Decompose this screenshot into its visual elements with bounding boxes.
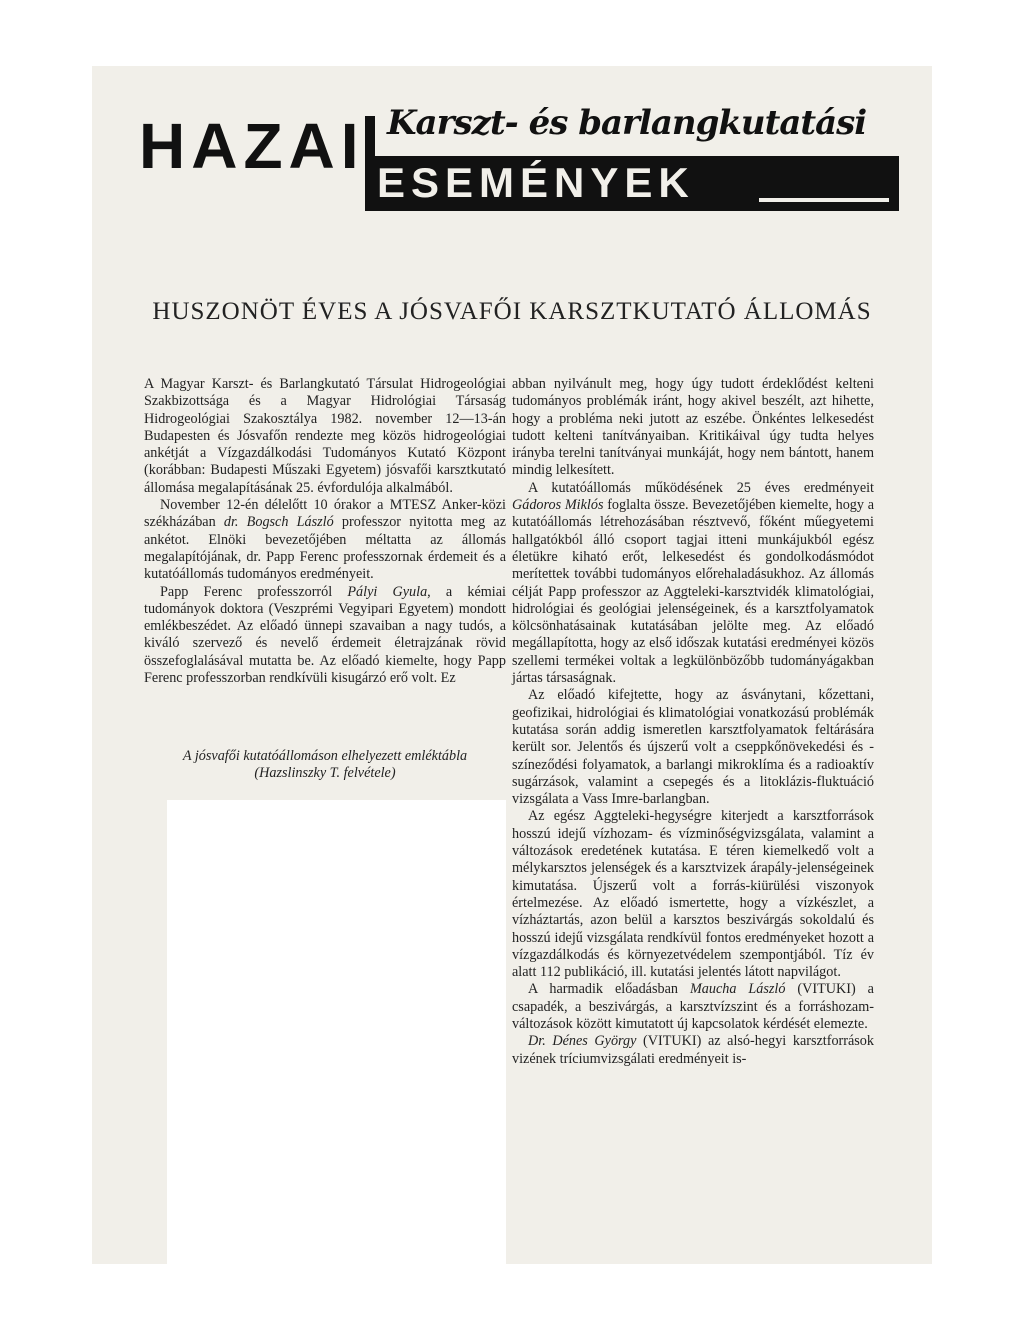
paragraph <box>512 981 874 1033</box>
masthead-script-title: Karszt- és barlangkutatási <box>387 103 867 143</box>
masthead <box>139 103 899 211</box>
text: foglalta össze. Bevezetőjében kiemelte, hogy a kutatóállomás létrehozásában résztvevő, főként műegyetemi hallgatókból álló csoport tagjai itteni munkájukból egész életükre kiható erőt, lelkesedést és gondolkodásmódot merítettek további tudományos előrehaladásukhoz. Az állomás célját Papp professzor az Aggteleki-karsztvidék klimatológiai, hidrológiai és geológiai jelenségeinek, és a karsztfolyamatok kölcsönhatásainak kutatásában jelölte meg. Az előadó megállapította, hogy az első időszak kutatási eredményei közös szellemi termékei voltak a legkülönbözőbb tudományágakban jártas társaságnak. <box>512 497 874 687</box>
text: Papp Ferenc professzorról <box>160 583 348 600</box>
text: (VITUKI) a csapadék, a beszivárgás, a karsztvízszint és a forráshozam-változások között kimutatott új kapcsolatok kérdését elemezte. <box>512 981 874 1032</box>
masthead-hazai: HAZAI <box>139 110 365 182</box>
caption-credit: (Hazslinszky T. felvétele) <box>254 765 396 782</box>
person-name: Pályi Gyula <box>347 583 428 600</box>
banner-underline <box>759 198 889 202</box>
masthead-esemenyek: ESEMÉNYEK <box>377 159 695 206</box>
text: November 12-én délelőtt 10 órakor a MTESZ Anker-közi székházában <box>144 497 506 531</box>
paragraph: abban nyilvánult meg, hogy úgy tudott érdeklődést kelteni tudományos problémák iránt, hogy akivel beszélt, azt hihette, hogy a probléma neki jutott az eszébe. Önkéntes lelkesedést tudott kelteni tanítványaiban. Kritikáival úgy tudta helyes irányba terelni tanítványai munkáját, hogy nem bántott, hanem mindig lelkesített. <box>512 376 874 479</box>
person-name: dr. Bogsch László <box>223 514 334 531</box>
person-name: Gádoros Miklós <box>512 497 604 514</box>
text: A kutatóállomás működésének 25 éves eredményeit <box>528 479 874 496</box>
text: , a kémiai tudományok doktora (Veszprémi Vegyipari Egyetem) mondott emlékbeszédet. Az előadó ünnepi szavaiban a nagy tudós, a kiváló szervező és nevelő érdemeit életrajzának rövid összefoglalásával mutatta be. Az előadó kiemelte, hogy Papp Ferenc professzorban rendkívüli kisugárzó erő volt. Ez <box>144 583 506 687</box>
person-name: Maucha László <box>689 981 786 998</box>
paragraph <box>144 497 506 583</box>
person-name: Dr. Dénes György <box>528 1033 637 1050</box>
paragraph: A Magyar Karszt- és Barlangkutató Társulat Hidrogeológiai Szakbizottsága és a Magyar Hidrológiai Társaság Hidrogeológiai Szakosztálya 1982. november 12—13-án Budapesten és Jósvafőn rendezte meg közös hidrogeológiai ankétját a Vízgazdálkodási Tudományos Kutató Központ (korábban: Budapesti Műszaki Egyetem) jósvafői karsztkutató állomása megalapításának 25. évfordulója alkalmából. <box>144 376 506 496</box>
text: professzor nyitotta meg az ankétot. Elnöki bevezetőjében méltatta az állomás megalapítójának, dr. Papp Ferenc professzornak érdemeit és a kutatóállomás tudományos eredményeit. <box>144 514 506 583</box>
text: A harmadik előadásban <box>528 981 690 998</box>
paragraph <box>512 480 874 688</box>
paragraph: Az egész Aggteleki-hegységre kiterjedt a karsztforrások hosszú idejű vízhozam- és vízminőségvizsgálata, valamint a változások eredetének kutatása. E téren kiemelkedő volt a mélykarsztos jelenségek és a karsztvizek árapály-jelenségeinek kimutatása. Újszerű volt a forrás-kiürülési viszonyok értelmezése. Az előadó ismertette, hogy a vízkészlet, a vízháztartás, azon belül a karsztos beszivárgás sokoldalú és hosszú idejű vizsgálata rendkívül fontos eredményeket hozott a vízgazdálkodás és környezetvédelem szempontjából. Tíz év alatt 112 publikáció, ill. kutatási jelentés látott napvilágot. <box>512 808 874 981</box>
photo-caption <box>144 748 506 783</box>
paragraph <box>144 584 506 688</box>
caption-line: A jósvafői kutatóállomáson elhelyezett emléktábla <box>182 748 468 764</box>
journal-page <box>92 66 932 1264</box>
paragraph: Az előadó kifejtette, hogy az ásványtani, kőzettani, geofizikai, hidrológiai és klimatológiai vonatkozású problémák kutatása során addig ismeretlen karsztfolyamatok feltárására került sor. Jelentős és újszerű volt a cseppkőnövekedési és -színeződési folyamatok, a barlangi mikroklíma és a radioaktív sugárzások, valamint a csepegés és a litoklázis-fluktuáció vizsgálata a Vass Imre-barlangban. <box>512 687 874 808</box>
text: (VITUKI) az alsó-hegyi karsztforrások vizének tríciumvizsgálati eredményeit is- <box>512 1033 874 1067</box>
photo-placeholder <box>167 800 506 1264</box>
article-headline: HUSZONÖT ÉVES A JÓSVAFŐI KARSZTKUTATÓ ÁLLOMÁS <box>152 298 872 325</box>
paragraph <box>512 1033 874 1068</box>
masthead-esemenyek-banner <box>365 156 899 211</box>
left-column <box>144 376 506 687</box>
right-column <box>512 376 874 1068</box>
